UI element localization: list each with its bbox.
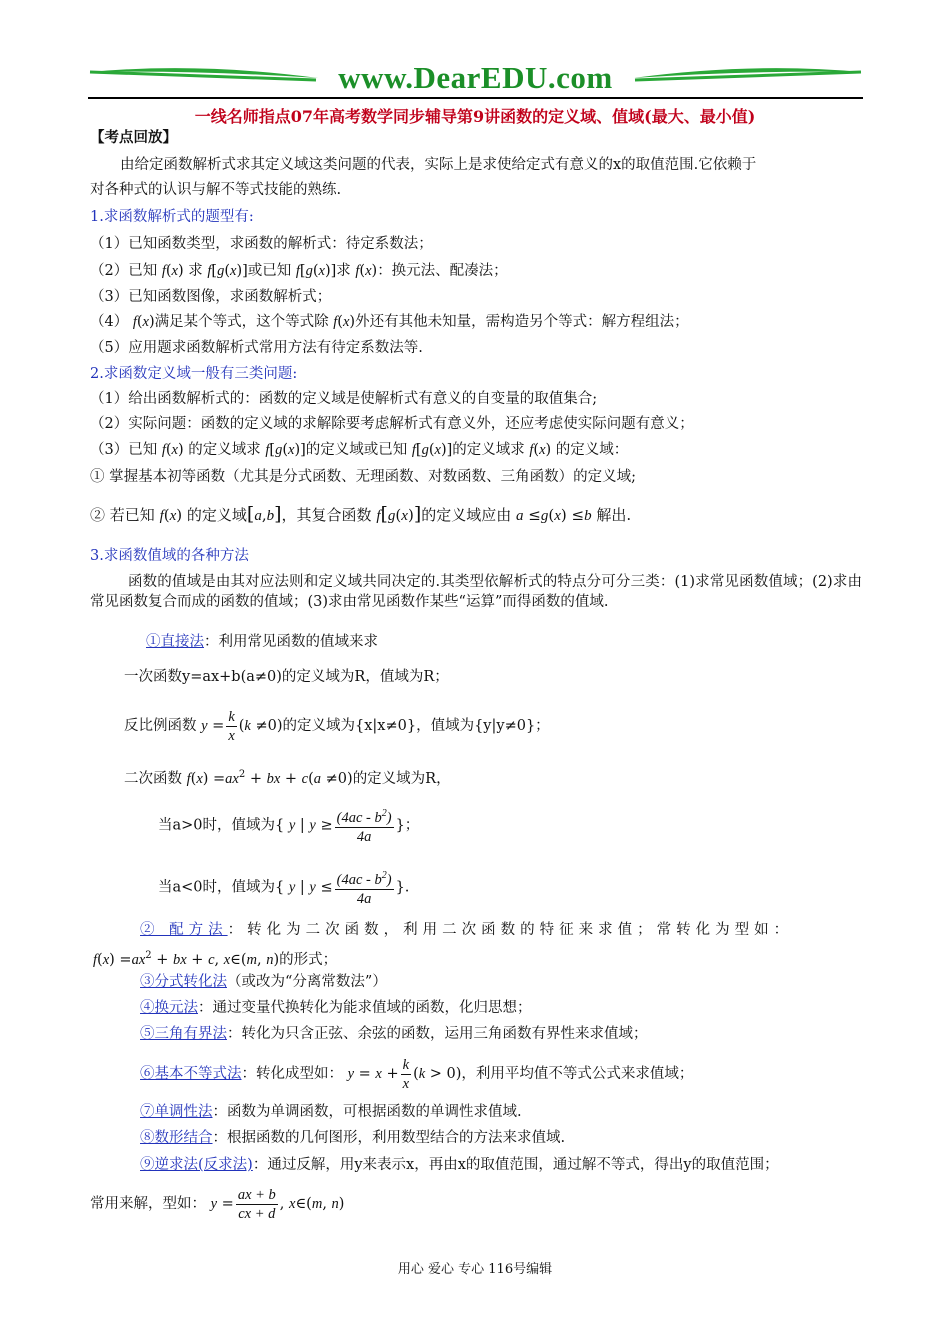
s2-item-2: （2）实际问题：函数的定义域的求解除要考虑解析式有意义外，还应考虑使实际问题有意义； [90, 416, 694, 432]
quadratic-function: 二次函数 $f(x) =ax^2$ + bx + c(a ≠0)的定义域为R， [124, 769, 451, 787]
s2-note-1: ① 掌握基本初等函数（尤其是分式函数、无理函数、对数函数、三角函数）的定义域; [90, 469, 636, 485]
site-banner [88, 58, 863, 98]
s2-note-2: ② 若已知 f(x) 的定义域[a,b]，其复合函数 f[g(x)]的定义域应由 a ≤g(x) ≤b 解出. [90, 503, 632, 525]
section-3-heading: 3.求函数值域的各种方法 [90, 548, 249, 564]
method-9: ⑨逆求法(反求法)：通过反解，用y来表示x，再由x的取值范围，通过解不等式，得出y的取值范围； [140, 1157, 779, 1173]
s3-intro: 函数的值域是由其对应法则和定义域共同决定的.其类型依解析式的特点分可分三类：(1)求常见函数值域；(2)求由常见函数复合而成的函数的值域；(3)求由常见函数作某些“运算”而得函数的值域. [90, 574, 862, 610]
method-1: ①直接法：利用常见函数的值域来求 [146, 634, 378, 650]
page-footer: 用心 爱心 专心 116号编辑 [397, 1262, 553, 1277]
method-7: ⑦单调性法：函数为单调函数，可根据函数的单调性求值域. [140, 1104, 522, 1120]
s2-item-1: （1）给出函数解析式的：函数的定义域是使解析式有意义的自变量的取值集合; [90, 391, 598, 407]
page-title: 一线名师指点07年高考数学同步辅导第9讲函数的定义域、值域(最大、最小值) [194, 107, 756, 126]
s1-item-5: （5）应用题求函数解析式常用方法有待定系数法等. [90, 340, 423, 356]
method-5: ⑤三角有界法：转化为只含正弦、余弦的函数，运用三角函数有界性来求值域； [140, 1026, 648, 1042]
section-1-heading: 1.求函数解析式的题型有: [90, 209, 254, 225]
s1-item-2: （2）已知 f(x) 求 f[g(x)]或已知 f[g(x)]求 f(x)：换元法、配凑法； [90, 263, 508, 279]
s2-item-3: （3）已知 f(x) 的定义域求 f[g(x)]的定义域或已知 f[g(x)]的定义域求 f(x) 的定义域： [90, 442, 629, 458]
quadratic-range-negative: 当a<0时，值域为{ y | y ≤ $\frac{(4ac - b^2)}{4a}$ }. [158, 867, 409, 908]
inverse-function: 反比例函数 y = $\frac{k}{x}$ (k ≠0)的定义域为{x|x≠0}，值域为{y|y≠0}； [124, 708, 550, 744]
review-heading: 【考点回放】 [90, 129, 177, 146]
section-2-heading: 2.求函数定义域一般有三类问题: [90, 366, 298, 382]
quadratic-range-positive: 当a>0时，值域为{ y | y ≥ $\frac{(4ac - b^2)}{4a}$ }； [158, 805, 419, 846]
method-4: ④换元法：通过变量代换转化为能求值域的函数，化归思想； [140, 1000, 532, 1016]
site-logo-text: www.DearEDU.com [338, 60, 613, 95]
method-9-form: 常用来解，型如： y = $\frac{ax + b}{cx + d}$ , x∈(m, n) [90, 1186, 345, 1222]
method-6: ⑥基本不等式法：转化成型如： y = x + $\frac{k}{x}$ (k > 0)，利用平均值不等式公式来求值域； [140, 1056, 694, 1092]
method-8: ⑧数形结合：根据函数的几何图形，利用数型结合的方法来求值域. [140, 1130, 566, 1146]
linear-function: 一次函数y=ax+b(a≠0)的定义域为R，值域为R； [124, 669, 449, 685]
method-3: ③分式转化法（或改为“分离常数法”） [140, 974, 387, 990]
review-intro-2: 对各种式的认识与解不等式技能的熟练. [90, 182, 342, 198]
s1-item-4: （4） f(x)满足某个等式，这个等式除 f(x)外还有其他未知量，需构造另个等式：解方程组法； [90, 314, 689, 330]
s1-item-1: （1）已知函数类型，求函数的解析式：待定系数法； [90, 236, 433, 252]
s1-item-3: （3）已知函数图像，求函数解析式； [90, 289, 332, 305]
method-2-form: $f(x) =ax^2$ + bx + c, x∈(m, n)的形式； [93, 950, 338, 968]
review-intro-1: 由给定函数解析式求其定义域这类问题的代表，实际上是求使给定式有意义的x的取值范围.它依赖于 [120, 157, 757, 173]
header-rule [88, 97, 863, 99]
method-2: ② 配方法：转化为二次函数，利用二次函数的特征来求值；常转化为型如： [140, 922, 794, 938]
